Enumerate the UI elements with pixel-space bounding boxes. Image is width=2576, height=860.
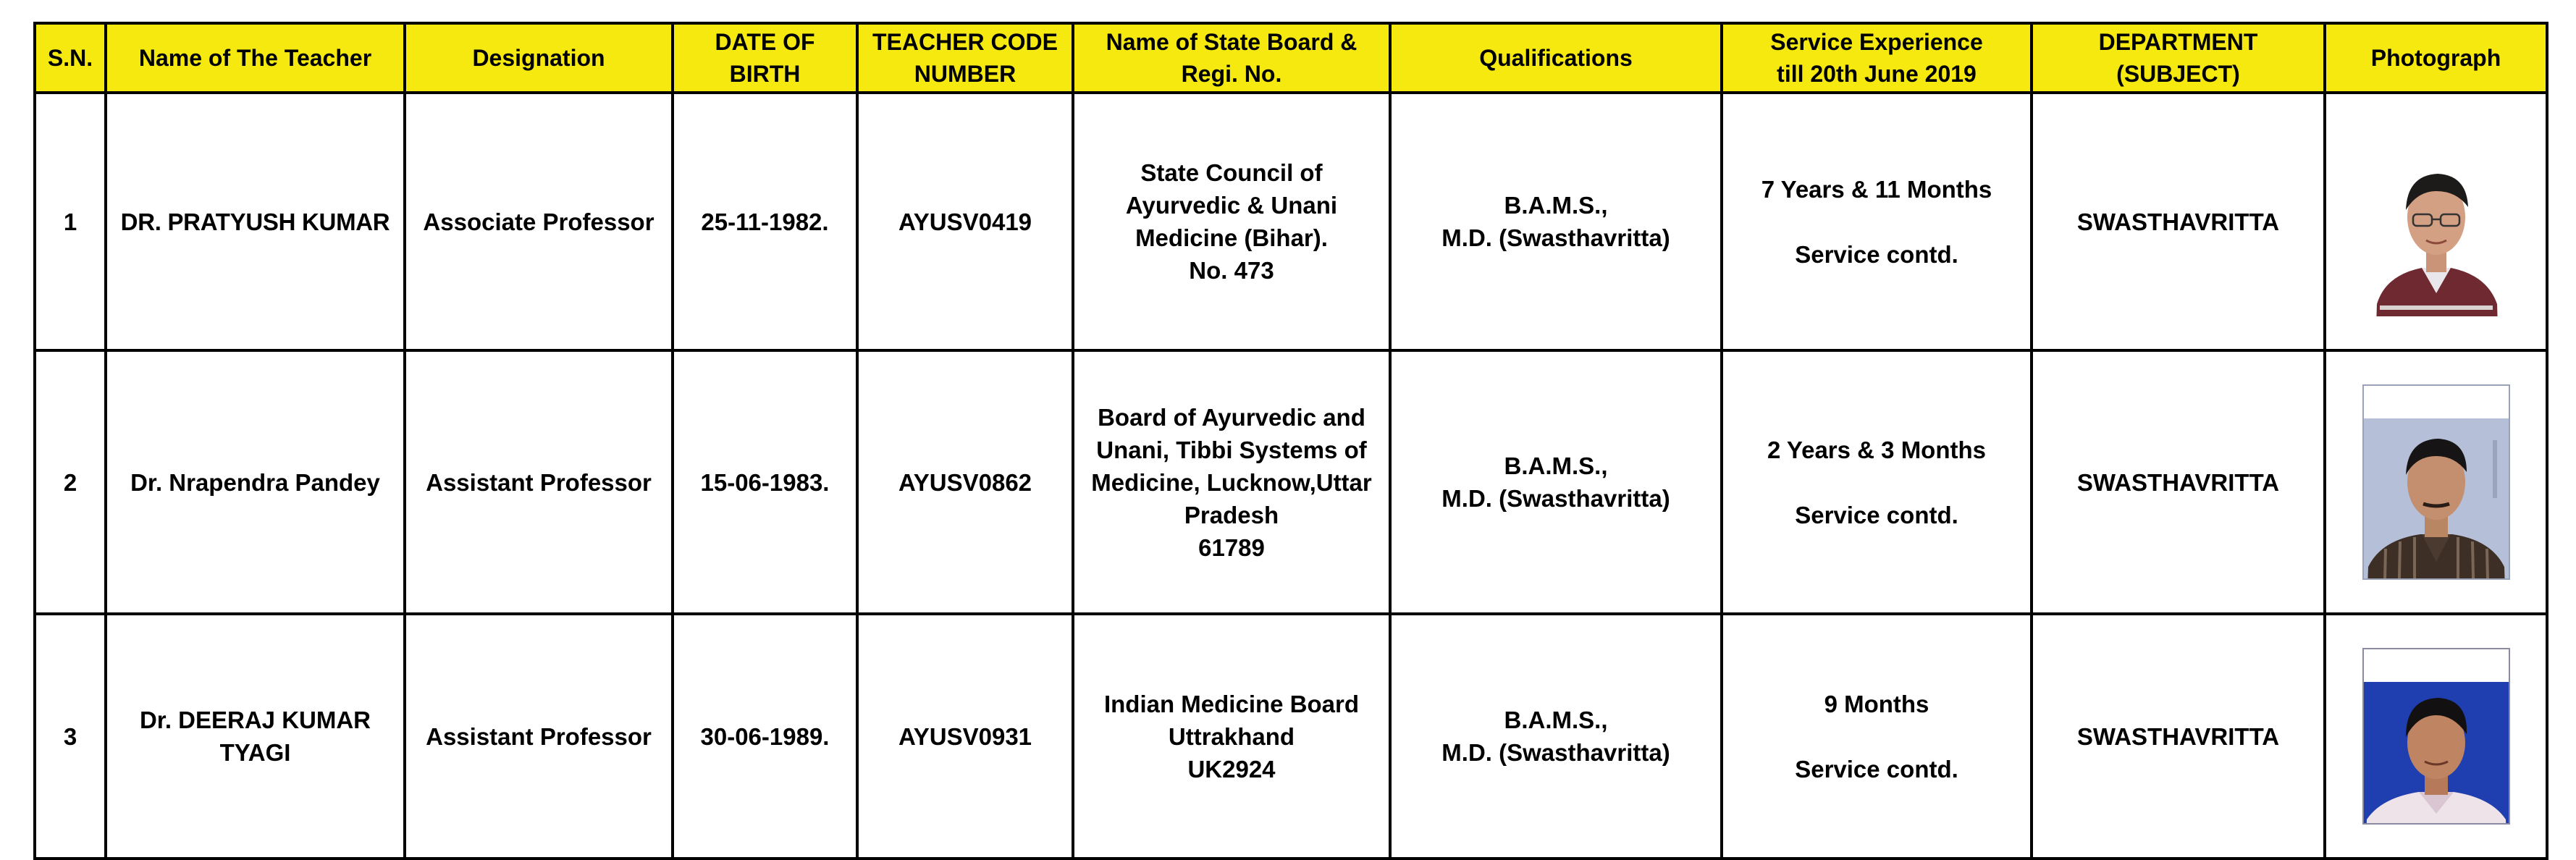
cell-teacher-code: AYUSV0419 (857, 93, 1073, 350)
cell-teacher-name: Dr. Nrapendra Pandey (106, 350, 405, 614)
cell-service-experience: 7 Years & 11 Months Service contd. (1722, 93, 2032, 350)
cell-service-experience: 2 Years & 3 Months Service contd. (1722, 350, 2032, 614)
cell-designation: Assistant Professor (405, 614, 673, 859)
header-designation: Designation (405, 23, 673, 93)
cell-photograph (2325, 614, 2547, 859)
cell-teacher-name: DR. PRATYUSH KUMAR (106, 93, 405, 350)
cell-state-board: Board of Ayurvedic and Unani, Tibbi Systems of Medicine, Lucknow,Uttar Pradesh 61789 (1073, 350, 1390, 614)
cell-teacher-name: Dr. DEERAJ KUMAR TYAGI (106, 614, 405, 859)
teacher-photo-pratyush-kumar (2371, 127, 2501, 316)
cell-date-of-birth: 30-06-1989. (673, 614, 857, 859)
cell-state-board: State Council of Ayurvedic & Unani Medicine (Bihar). No. 473 (1073, 93, 1390, 350)
header-service-experience: Service Experience till 20th June 2019 (1722, 23, 2032, 93)
header-sn: S.N. (35, 23, 106, 93)
header-date-of-birth: DATE OF BIRTH (673, 23, 857, 93)
teacher-photo-deeraj-kumar-tyagi (2362, 648, 2510, 825)
cell-department: SWASTHAVRITTA (2032, 350, 2325, 614)
cell-sn: 1 (35, 93, 106, 350)
cell-designation: Associate Professor (405, 93, 673, 350)
cell-department: SWASTHAVRITTA (2032, 614, 2325, 859)
cell-designation: Assistant Professor (405, 350, 673, 614)
cell-department: SWASTHAVRITTA (2032, 93, 2325, 350)
header-row (35, 23, 2547, 93)
cell-qualifications: B.A.M.S., M.D. (Swasthavritta) (1390, 350, 1722, 614)
table-row (35, 350, 2547, 614)
header-department: DEPARTMENT (SUBJECT) (2032, 23, 2325, 93)
table-row (35, 614, 2547, 859)
cell-photograph (2325, 93, 2547, 350)
cell-date-of-birth: 15-06-1983. (673, 350, 857, 614)
header-teacher-name: Name of The Teacher (106, 23, 405, 93)
cell-date-of-birth: 25-11-1982. (673, 93, 857, 350)
cell-qualifications: B.A.M.S., M.D. (Swasthavritta) (1390, 614, 1722, 859)
cell-qualifications: B.A.M.S., M.D. (Swasthavritta) (1390, 93, 1722, 350)
header-teacher-code: TEACHER CODE NUMBER (857, 23, 1073, 93)
header-qualifications: Qualifications (1390, 23, 1722, 93)
teacher-photo-nrapendra-pandey (2362, 384, 2510, 580)
header-state-board: Name of State Board & Regi. No. (1073, 23, 1390, 93)
faculty-table (33, 22, 2548, 860)
cell-sn: 2 (35, 350, 106, 614)
cell-state-board: Indian Medicine Board Uttrakhand UK2924 (1073, 614, 1390, 859)
cell-teacher-code: AYUSV0931 (857, 614, 1073, 859)
table-row (35, 93, 2547, 350)
cell-sn: 3 (35, 614, 106, 859)
cell-photograph (2325, 350, 2547, 614)
header-photograph: Photograph (2325, 23, 2547, 93)
cell-service-experience: 9 Months Service contd. (1722, 614, 2032, 859)
cell-teacher-code: AYUSV0862 (857, 350, 1073, 614)
